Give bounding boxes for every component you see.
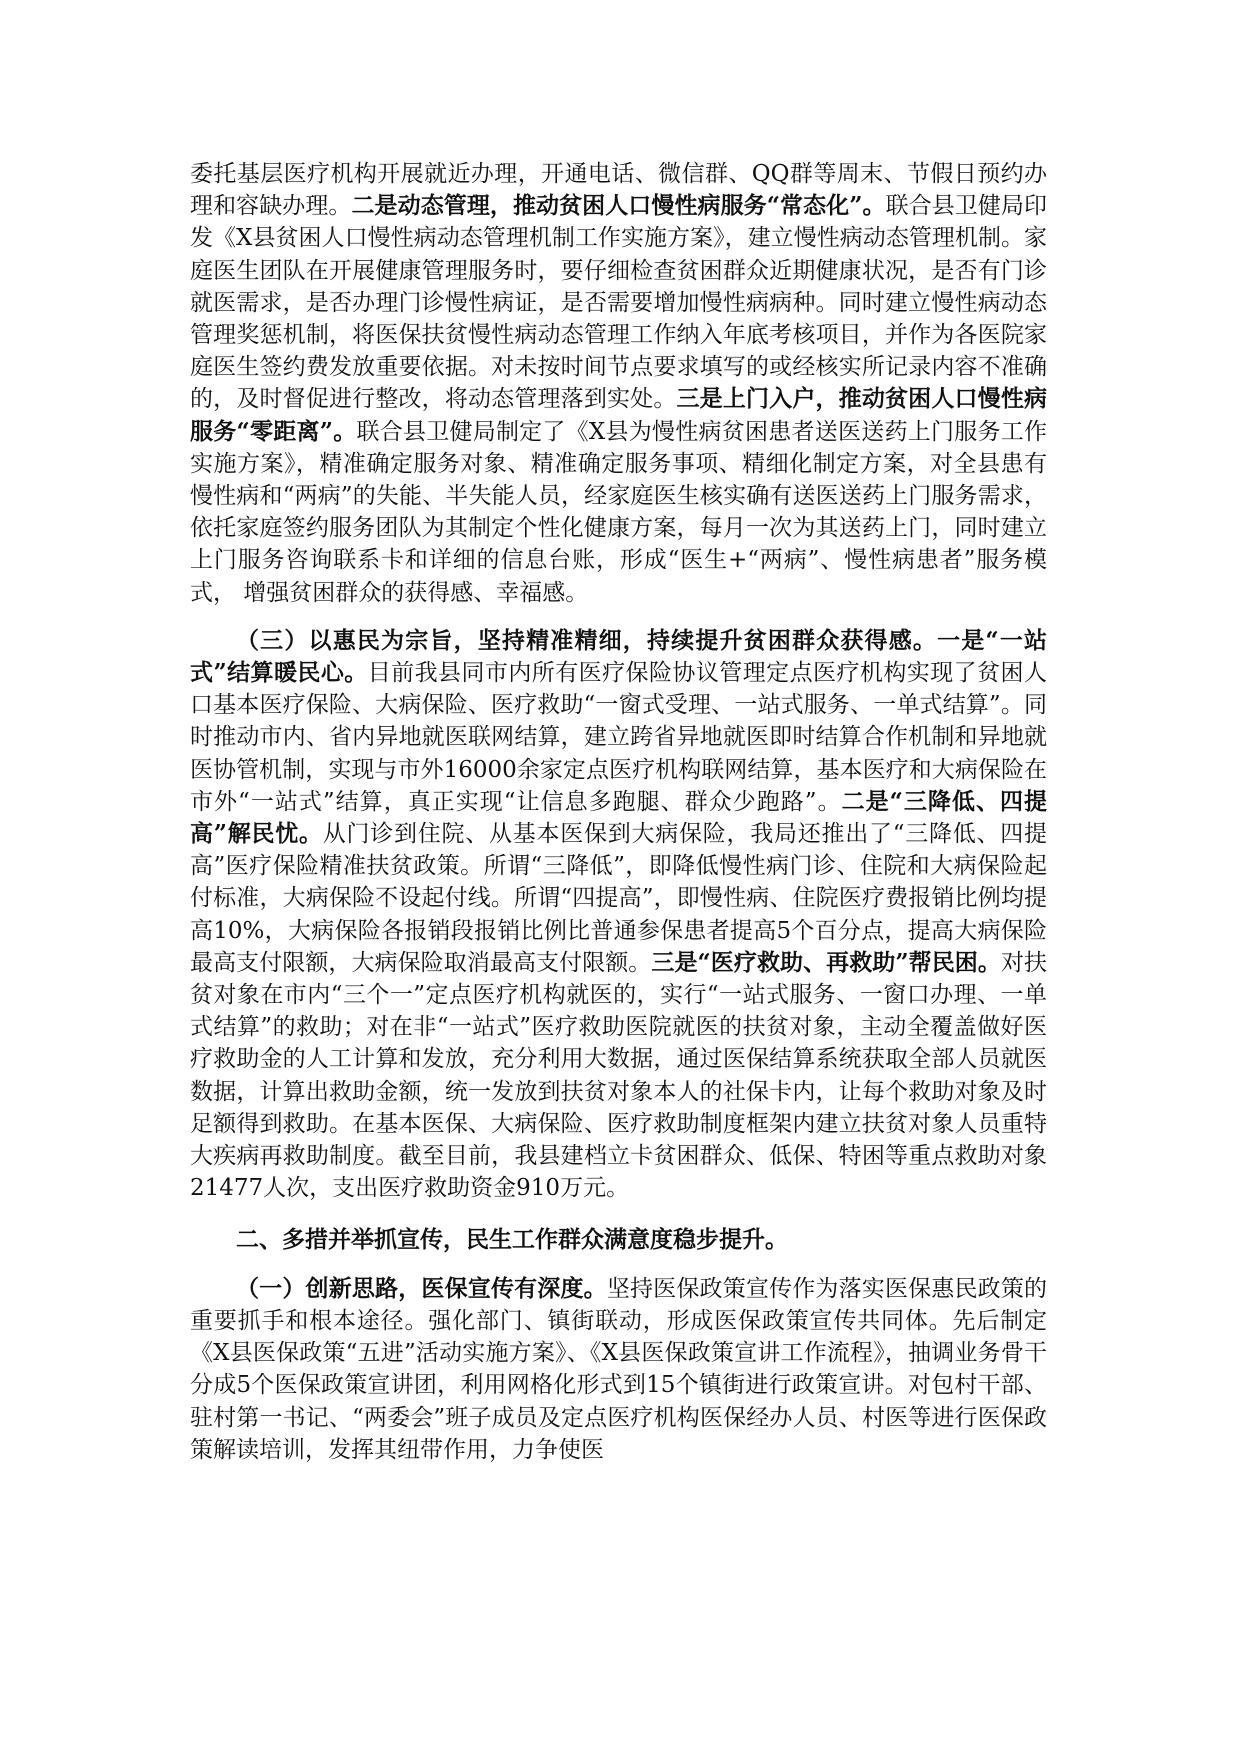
bold-lead-medical-assistance: 三是“医疗救助、再救助”帮民困。 — [651, 948, 1001, 976]
paragraph-text: 联合县卫健局制定了《X县为慢性病贫困患者送医送药上门服务工作实施方案》，精准确定服务对象、精准确定服务事项、精细化制定方案，对全县患有慢性病和“两病”的失能、半失能人员，经家庭医生核实确有送医送药上门服务需求，依托家庭签约服务团队为其制定个性化健康方案，每月一次为其送药上门，同时建立上门服务咨询联系卡和详细的信息台账，形成“医生+“两病”、慢性病患者”服务模式， 增强贫困群众的获得感、幸福感。 — [190, 418, 1048, 606]
paragraph-text: 坚持医保政策宣传作为落实医保惠民政策的重要抓手和根本途径。强化部门、镇街联动，形成医保政策宣传共同体。先后制定《X县医保政策“五进”活动实施方案》、《X县医保政策宣讲工作流程》，抽调业务骨干分成5个医保政策宣讲团，利用网格化形式到15个镇街进行政策宣讲。对包村干部、驻村第一书记、“两委会”班子成员及定点医疗机构医保经办人员、村医等进行医保政策解读培训，发挥其纽带作用，力争使医 — [190, 1275, 1048, 1463]
subsection-heading-1: （一）创新思路，医保宣传有深度。 — [236, 1274, 607, 1302]
paragraph-publicity — [190, 1273, 1047, 1466]
paragraph-text: 联合县卫健局印发《X县贫困人口慢性病动态管理机制工作实施方案》，建立慢性病动态管理机制。家庭医生团队在开展健康管理服务时，要仔细检查贫困群众近期健康状况，是否有门诊就医需求，是否办理门诊慢性病证，是否需要增加慢性病病种。同时建立慢性病动态管理奖惩机制，将医保扶贫慢性病动态管理工作纳入年底考核项目，并作为各医院家庭医生签约费发放重要依据。对未按时间节点要求填写的或经核实所记录内容不准确的，及时督促进行整改，将动态管理落到实处。 — [190, 193, 1048, 413]
paragraph-text: 从门诊到住院、从基本医保到大病保险，我局还推出了“三降低、四提高”医疗保险精准扶贫政策。所谓“三降低”，即降低慢性病门诊、住院和大病保险起付标准，大病保险不设起付线。所谓“四提高”，即慢性病、住院医疗费报销比例均提高10%，大病保险各报销段报销比例比普通参保患者提高5个百分点，提高大病保险最高支付限额，大病保险取消最高支付限额。 — [190, 821, 1047, 976]
paragraph-benefit-people — [190, 625, 1047, 1205]
bold-lead-dynamic-management: 二是动态管理，推动贫困人口慢性病服务“常态化”。 — [351, 192, 886, 220]
paragraph-text: 委托基层医疗机构开展就近办理，开通电话、微信群、QQ群等周末、节假日预约办理和容缺办理。 — [190, 161, 1047, 220]
bold-lead-three-lower-four-raise: 二是“三降低、四提高”解民忧。 — [190, 787, 1047, 848]
section-heading-2: 二、多措并举抓宣传，民生工作群众满意度稳步提升。 — [236, 1225, 788, 1253]
paragraph-text: 目前我县同市内所有医疗保险协议管理定点医疗机构实现了贫困人口基本医疗保险、大病保险、医疗救助“一窗式受理、一站式服务、一单式结算”。同时推动市内、省内异地就医联网结算，建立跨省异地就医即时结算合作机制和异地就医协管机制，实现与市外16000余家定点医疗机构联网结算，基本医疗和大病保险在市外“一站式”结算，真正实现“让信息多跑腿、群众少跑路”。 — [190, 660, 1047, 815]
paragraph-text: 对扶贫对象在市内“三个一”定点医疗机构就医的，实行“一站式服务、一窗口办理、一单式结算”的救助；对在非“一站式”医疗救助医院就医的扶贫对象，主动全覆盖做好医疗救助金的人工计算和发放，充分利用大数据，通过医保结算系统获取全部人员就医数据，计算出救助金额，统一发放到扶贫对象本人的社保卡内，让每个救助对象及时足额得到救助。在基本医保、大病保险、医疗救助制度框架内建立扶贫对象人员重特大疾病再救助制度。截至目前，我县建档立卡贫困群众、低保、特困等重点救助对象21477人次，支出医疗救助资金910万元。 — [190, 949, 1048, 1202]
bold-lead-home-visits: 三是上门入户，推动贫困人口慢性病服务“零距离”。 — [190, 385, 1048, 445]
paragraph-chronic-disease-services — [190, 158, 1047, 609]
section-heading-3-with-lead: （三）以惠民为宗旨，坚持精准精细，持续提升贫困群众获得感。一是“一站式”结算暖民心。 — [190, 626, 1047, 687]
